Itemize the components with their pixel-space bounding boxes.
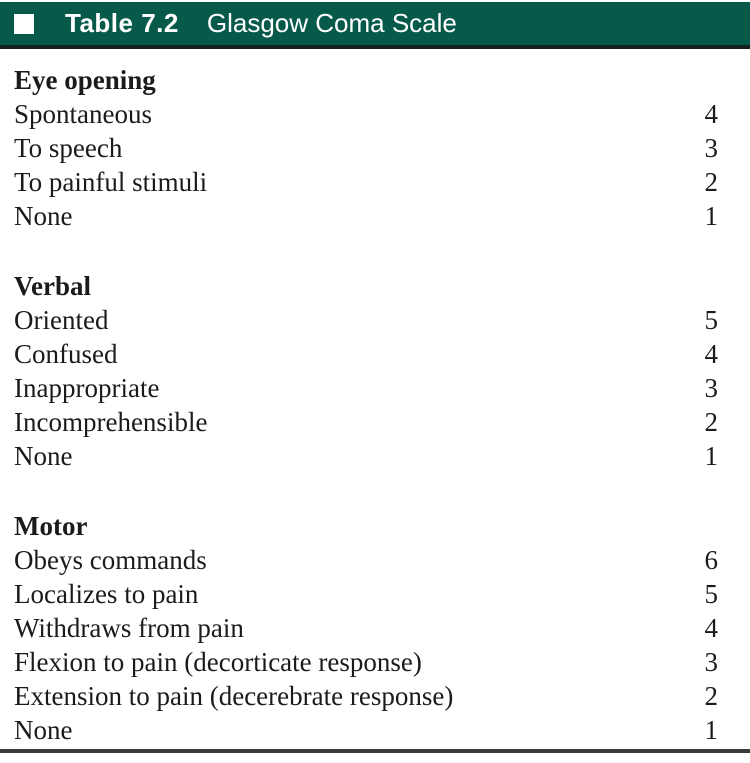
- table-row: [14, 543, 718, 577]
- table-row: [14, 577, 718, 611]
- row-label: Incomprehensible: [14, 407, 208, 437]
- table-row: [14, 611, 718, 645]
- table-body: [0, 49, 750, 747]
- section-verbal: [14, 269, 718, 473]
- section-title: Verbal: [14, 271, 92, 301]
- row-label: Inappropriate: [14, 373, 160, 403]
- row-label: None: [14, 715, 73, 745]
- row-score: 4: [704, 339, 718, 369]
- row-score: 3: [704, 647, 718, 677]
- section-title: Eye opening: [14, 65, 156, 95]
- row-score: 6: [704, 545, 718, 575]
- table-row: [14, 303, 718, 337]
- row-score: 1: [704, 715, 718, 745]
- row-label: None: [14, 201, 73, 231]
- square-bullet-icon: [14, 14, 34, 34]
- table-row: [14, 199, 718, 233]
- row-score: 4: [704, 613, 718, 643]
- row-label: Oriented: [14, 305, 109, 335]
- row-label: Extension to pain (decerebrate response): [14, 681, 454, 711]
- table-header-bar: [0, 2, 750, 49]
- table-row: [14, 439, 718, 473]
- row-label: To speech: [14, 133, 123, 163]
- row-score: 1: [704, 441, 718, 471]
- table-row: [14, 97, 718, 131]
- table-row: [14, 405, 718, 439]
- row-label: Obeys commands: [14, 545, 207, 575]
- row-score: 4: [704, 99, 718, 129]
- row-label: Flexion to pain (decorticate response): [14, 647, 422, 677]
- table-row: [14, 679, 718, 713]
- table-row: [14, 371, 718, 405]
- table-row: [14, 131, 718, 165]
- row-score: 2: [704, 407, 718, 437]
- row-label: To painful stimuli: [14, 167, 208, 197]
- table-row: [14, 165, 718, 199]
- section-motor: [14, 509, 718, 747]
- row-label: None: [14, 441, 73, 471]
- table-title: Glasgow Coma Scale: [206, 8, 457, 38]
- table-number: Table 7.2: [65, 8, 179, 38]
- table-row: [14, 713, 718, 747]
- row-score: 1: [704, 201, 718, 231]
- row-score: 2: [704, 681, 718, 711]
- row-label: Localizes to pain: [14, 579, 199, 609]
- row-score: 5: [704, 579, 718, 609]
- row-score: 3: [704, 373, 718, 403]
- table-row: [14, 645, 718, 679]
- section-title: Motor: [14, 511, 88, 541]
- row-label: Confused: [14, 339, 118, 369]
- table-row: [14, 337, 718, 371]
- row-label: Spontaneous: [14, 99, 152, 129]
- row-score: 3: [704, 133, 718, 163]
- section-eye-opening: [14, 63, 718, 233]
- bottom-rule: [0, 749, 750, 753]
- row-score: 5: [704, 305, 718, 335]
- row-score: 2: [704, 167, 718, 197]
- row-label: Withdraws from pain: [14, 613, 244, 643]
